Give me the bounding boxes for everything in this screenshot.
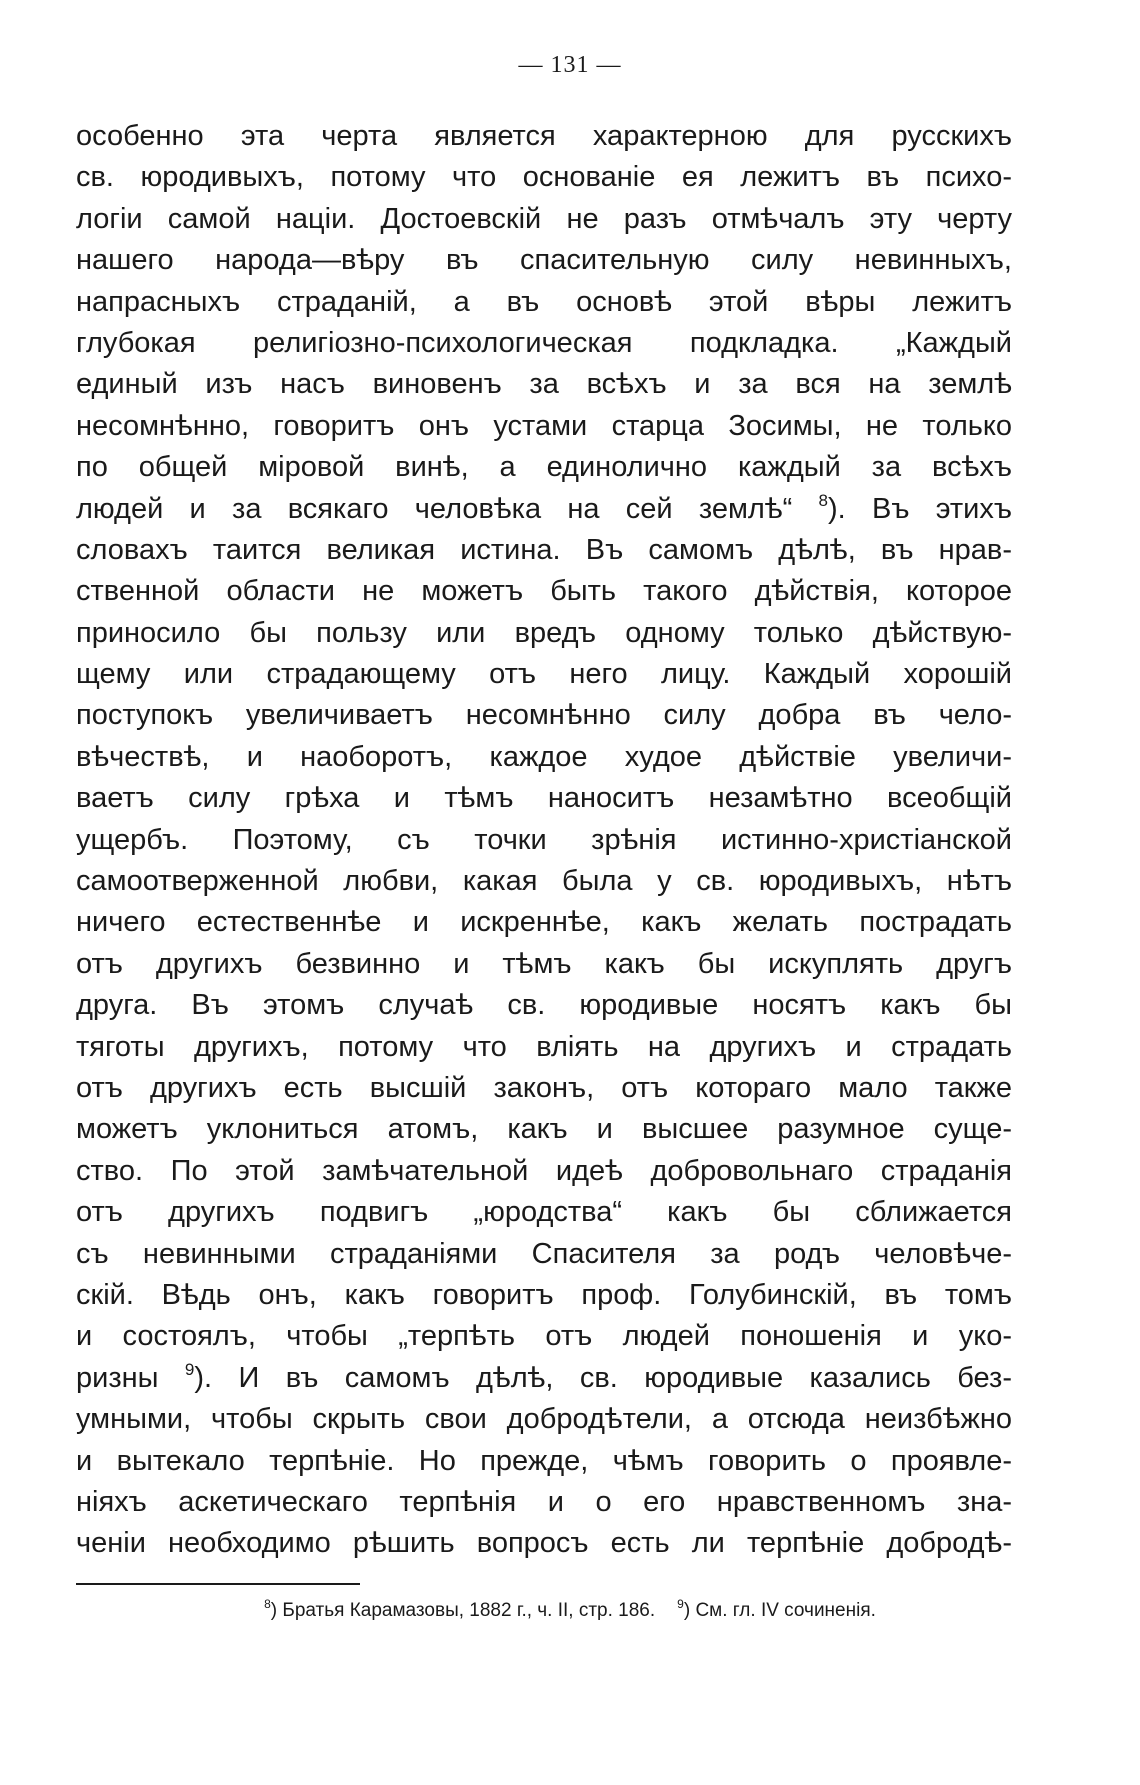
text-line: приносило бы пользу или вредъ одному только дѣйствую- [76, 616, 1012, 649]
footnote-text: ) См. гл. IV сочиненiя. [683, 1600, 876, 1621]
page-number: — 131 — [518, 52, 622, 78]
text-line: ущербъ. Поэтому, съ точки зрѣнiя истинно-христiанской [76, 823, 1012, 856]
text-line: нашего народа—вѣру въ спасительную силу невинныхъ, [76, 244, 1012, 277]
text-line: щему или страдающему отъ него лицу. Каждый хорошiй [76, 658, 1012, 691]
footnote-9 [677, 1597, 876, 1621]
text-line: ничего естественнѣе и искреннѣе, какъ желать пострадать [76, 906, 1012, 939]
text-line: ваетъ силу грѣха и тѣмъ наноситъ незамѣтно всеобщiй [76, 782, 1012, 815]
text-line-with-ref [76, 1358, 1012, 1399]
text-line: ченiи необходимо рѣшить вопросъ есть ли терпѣнiе добродѣ- [76, 1527, 1012, 1560]
text-line: отъ другихъ безвинно и тѣмъ какъ бы искуплять другъ [76, 947, 1012, 980]
text-line: и вытекало терпѣнiе. Но прежде, чѣмъ говорить о проявле- [76, 1444, 1012, 1477]
text-line: ственной области не можетъ быть такого дѣйствiя, которое [76, 575, 1012, 608]
text-line: глубокая религiозно-психологическая подкладка. „Каждый [76, 326, 1012, 359]
text-line: напрасныхъ страданiй, а въ основѣ этой вѣры лежитъ [76, 285, 1012, 318]
text-line: отъ другихъ есть высшiй законъ, отъ котораго мало также [76, 1071, 1012, 1104]
body-text [76, 116, 1012, 1565]
text-segment: ризны [76, 1361, 185, 1394]
text-segment: людей и за всякаго человѣка на сей землѣ“ [76, 492, 819, 525]
footnote-mark: 9 [677, 1597, 684, 1611]
text-line: св. юродивыхъ, потому что основанiе ея лежитъ въ психо- [76, 161, 1012, 194]
text-line: умными, чтобы скрыть свои добродѣтели, а отсюда неизбѣжно [76, 1403, 1012, 1436]
text-line: друга. Въ этомъ случаѣ св. юродивые носятъ какъ бы [76, 989, 1012, 1022]
footnote-8 [264, 1597, 656, 1621]
text-line: словахъ таится великая истина. Въ самомъ дѣлѣ, въ нрав- [76, 533, 1012, 566]
footnote-text: ) Братья Карамазовы, 1882 г., ч. II, стр. 186. [270, 1600, 656, 1621]
text-line: по общей мiровой винѣ, а единолично каждый за всѣхъ [76, 451, 1012, 484]
footnotes [0, 1597, 1140, 1622]
footnote-mark: 8 [264, 1597, 271, 1611]
text-line: единый изъ насъ виновенъ за всѣхъ и за вся на землѣ [76, 368, 1012, 401]
text-line: тяготы другихъ, потому что влiять на другихъ и страдать [76, 1030, 1012, 1063]
text-line: и состоялъ, чтобы „терпѣть отъ людей поношенiя и уко- [76, 1320, 1012, 1353]
text-line: несомнѣнно, говоритъ онъ устами старца Зосимы, не только [76, 409, 1012, 442]
text-line: съ невинными страданiями Спасителя за родъ человѣче- [76, 1237, 1012, 1270]
text-line-with-ref [76, 489, 1012, 530]
text-segment: ). Въ этихъ [828, 492, 1012, 525]
text-line: ство. По этой замѣчательной идеѣ добровольнаго страданiя [76, 1154, 1012, 1187]
text-line: отъ другихъ подвигъ „юродства“ какъ бы сближается [76, 1196, 1012, 1229]
text-line: скiй. Вѣдь онъ, какъ говоритъ проф. Голубинскiй, въ томъ [76, 1278, 1012, 1311]
text-line: нiяхъ аскетическаго терпѣнiя и о его нравственномъ зна- [76, 1485, 1012, 1518]
text-line: самоотверженной любви, какая была у св. юродивыхъ, нѣтъ [76, 865, 1012, 898]
footnote-ref-9: 9 [184, 1359, 195, 1379]
text-line: поступокъ увеличиваетъ несомнѣнно силу добра въ чело- [76, 699, 1012, 732]
text-line: можетъ уклониться атомъ, какъ и высшее разумное суще- [76, 1113, 1012, 1146]
text-segment: ). И въ самомъ дѣлѣ, св. юродивые казались без- [194, 1361, 1012, 1394]
text-line: вѣчествѣ, и наоборотъ, каждое худое дѣйствiе увеличи- [76, 740, 1012, 773]
text-line: логiи самой нацiи. Достоевскiй не разъ отмѣчалъ эту черту [76, 202, 1012, 235]
footnote-ref-8: 8 [818, 490, 828, 510]
footnote-divider [76, 1583, 360, 1585]
text-line: особенно эта черта является характерною для русскихъ [76, 120, 1012, 152]
